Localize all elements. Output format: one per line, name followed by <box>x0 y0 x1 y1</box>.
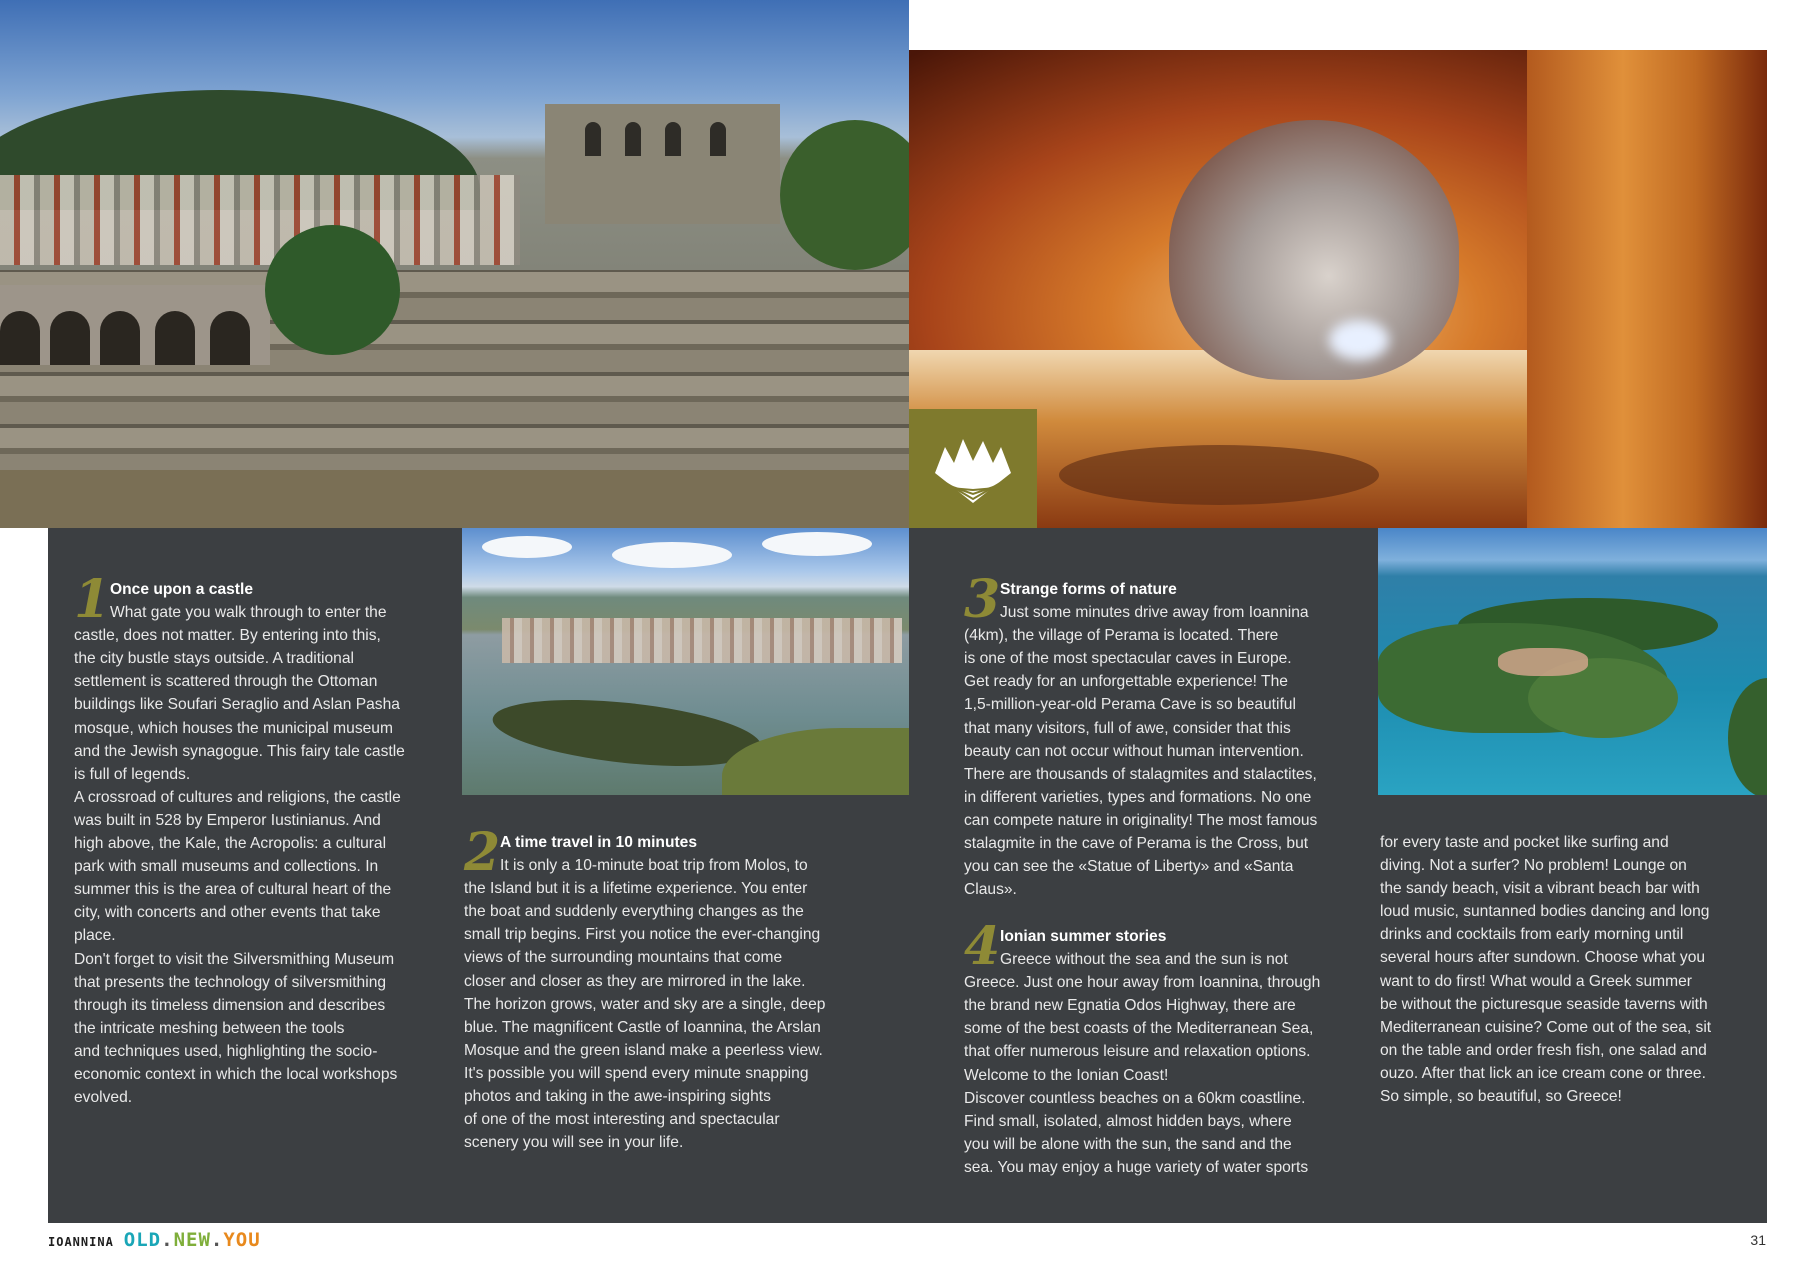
article-line: small trip begins. First you notice the ever-changing <box>464 926 821 944</box>
article-line: for every taste and pocket like surfing and <box>1380 834 1669 851</box>
article-line: that presents the technology of silversmithing <box>74 973 387 991</box>
article-line: the sandy beach, visit a vibrant beach bar with <box>1380 880 1700 898</box>
article-line: blue. The magnificent Castle of Ioannina, the Arslan <box>464 1018 821 1036</box>
article-line: castle, does not matter. By entering into this, <box>74 627 381 645</box>
article-line: can compete nature in originality! The most famous <box>964 811 1318 829</box>
article-line: It's possible you will spend every minute snapping <box>464 1064 809 1082</box>
article-line: was built in 528 by Emperor Iustinianus. And <box>74 811 381 829</box>
article-number: 4 <box>964 916 1001 977</box>
article-number: 3 <box>964 569 1001 630</box>
article-line: Claus». <box>964 881 1017 899</box>
article-number: 2 <box>464 822 501 883</box>
article-line: on the table and order fresh fish, one salad and <box>1380 1041 1707 1059</box>
article-ionian <box>964 916 1364 1179</box>
article-line: settlement is scattered through the Ottoman <box>74 673 378 691</box>
article-line: It is only a 10-minute boat trip from Molos, to <box>500 857 808 875</box>
ioannina-lake-photo <box>462 528 909 795</box>
article-line: want to do first! What would a Greek summer <box>1380 972 1692 990</box>
article-line: There are thousands of stalagmites and stalactites, <box>964 765 1317 783</box>
article-line: and the Jewish synagogue. This fairy tale castle <box>74 742 405 760</box>
page-number: 31 <box>1750 1232 1766 1248</box>
article-line: park with small museums and collections. In <box>74 858 379 876</box>
tagline-you: YOU <box>223 1229 261 1251</box>
article-line: What gate you walk through to enter the <box>110 604 387 622</box>
article-line: buildings like Soufari Seraglio and Aslan Pasha <box>74 696 400 714</box>
tagline-new: NEW <box>173 1229 211 1251</box>
article-line: mosque, which houses the municipal museum <box>74 719 393 737</box>
article-line: ouzo. After that lick an ice cream cone or three. <box>1380 1064 1706 1082</box>
article-line: city, with concerts and other events that take <box>74 904 381 922</box>
article-line: scenery you will see in your life. <box>464 1134 684 1152</box>
article-line: Mosque and the green island make a peerless view. <box>464 1041 823 1059</box>
article-line: Discover countless beaches on a 60km coastline. <box>964 1089 1306 1107</box>
article-line: drinks and cocktails from early morning until <box>1380 926 1684 944</box>
article-title: Ionian summer stories <box>1000 928 1167 945</box>
article-cave <box>964 569 1364 901</box>
mountain-logo-icon <box>935 433 1011 503</box>
castle-ruins-photo <box>0 0 909 528</box>
article-line: Mediterranean cuisine? Come out of the sea, sit <box>1380 1018 1712 1036</box>
article-title: Once upon a castle <box>110 581 253 598</box>
article-line: be without the picturesque seaside taverns with <box>1380 995 1708 1013</box>
article-line: is full of legends. <box>74 765 191 783</box>
article-line: high above, the Kale, the Acropolis: a cultural <box>74 835 387 853</box>
article-line: you will be alone with the sun, the sand and the <box>964 1135 1292 1153</box>
article-line: that offer numerous leisure and relaxation options. <box>964 1043 1311 1061</box>
article-line: Don't forget to visit the Silversmithing Museum <box>74 950 395 968</box>
article-boat-trip <box>464 822 864 1154</box>
article-line: stalagmite in the cave of Perama is the Cross, but <box>964 835 1309 853</box>
article-line: economic context in which the local workshops <box>74 1065 398 1083</box>
article-line: loud music, suntanned bodies dancing and long <box>1380 903 1710 921</box>
article-line: Just some minutes drive away from Ioannina <box>1000 604 1309 622</box>
ionian-coast-photo <box>1378 528 1767 795</box>
tagline-dot: . <box>161 1229 174 1251</box>
article-line: the city bustle stays outside. A traditional <box>74 650 354 668</box>
article-line: sea. You may enjoy a huge variety of water sports <box>964 1158 1309 1176</box>
article-line: Welcome to the Ionian Coast! <box>964 1066 1169 1084</box>
article-line: Greece. Just one hour away from Ioannina, through <box>964 974 1321 992</box>
article-line: views of the surrounding mountains that come <box>464 949 783 967</box>
article-line: and techniques used, highlighting the socio- <box>74 1042 378 1060</box>
article-number: 1 <box>74 569 111 630</box>
article-line: of one of the most interesting and spectacular <box>464 1111 780 1129</box>
footer-brand <box>48 1229 261 1251</box>
article-castle <box>74 569 434 1109</box>
tagline-old: OLD <box>123 1229 162 1251</box>
article-line: evolved. <box>74 1089 133 1107</box>
article-line: in different varieties, types and formations. No one <box>964 788 1312 806</box>
article-line: Greece without the sea and the sun is not <box>1000 951 1288 969</box>
article-line: some of the best coasts of the Mediterranean Sea, <box>964 1020 1314 1038</box>
article-line: place. <box>74 927 116 945</box>
article-line: So simple, so beautiful, so Greece! <box>1380 1088 1622 1106</box>
article-line: A crossroad of cultures and religions, the castle <box>74 788 401 806</box>
article-line: the Island but it is a lifetime experience. You enter <box>464 880 808 898</box>
article-line: the boat and suddenly everything changes as the <box>464 903 804 921</box>
article-line: The horizon grows, water and sky are a single, deep <box>464 995 826 1013</box>
article-title: A time travel in 10 minutes <box>500 834 698 851</box>
article-line: photos and taking in the awe-inspiring sights <box>464 1088 771 1106</box>
article-line: the intricate meshing between the tools <box>74 1019 345 1037</box>
article-title: Strange forms of nature <box>1000 581 1177 598</box>
perama-cave-photo <box>909 50 1767 528</box>
article-line: beauty can not occur without human intervention. <box>964 742 1304 760</box>
article-ionian-continued <box>1380 831 1750 1108</box>
article-line: through its timeless dimension and describes <box>74 996 386 1014</box>
article-line: Find small, isolated, almost hidden bays, where <box>964 1112 1292 1130</box>
article-line: that many visitors, full of awe, consider that this <box>964 719 1291 737</box>
article-line: you can see the «Statue of Liberty» and «Santa <box>964 858 1294 876</box>
article-line: summer this is the area of cultural heart of the <box>74 881 392 899</box>
article-line: several hours after sundown. Choose what you <box>1380 949 1706 967</box>
logo-box <box>909 409 1037 528</box>
article-line: is one of the most spectacular caves in Europe. <box>964 650 1292 668</box>
article-line: (4km), the village of Perama is located. There <box>964 627 1279 645</box>
article-line: closer and closer as they are mirrored in the lake. <box>464 972 806 990</box>
article-line: Get ready for an unforgettable experience! The <box>964 673 1288 691</box>
brand-name: IOANNINA <box>48 1235 114 1249</box>
tagline-dot: . <box>210 1229 224 1251</box>
article-line: the brand new Egnatia Odos Highway, there are <box>964 997 1296 1015</box>
article-line: diving. Not a surfer? No problem! Lounge on <box>1380 857 1687 875</box>
article-line: 1,5-million-year-old Perama Cave is so beautiful <box>964 696 1296 714</box>
